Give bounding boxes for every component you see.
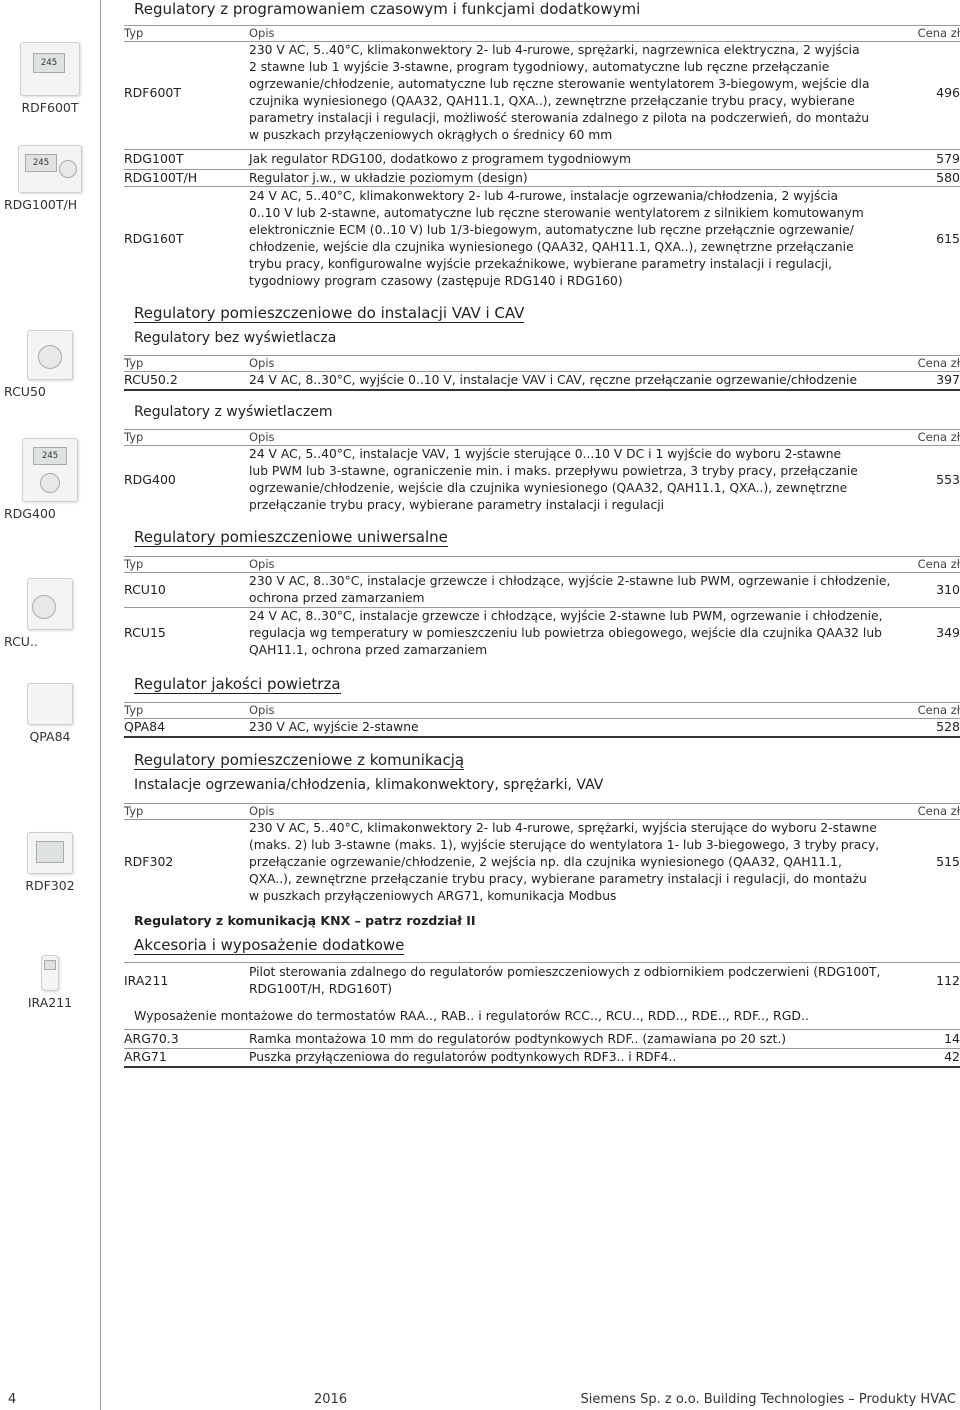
lcd-display: 245 <box>33 447 67 465</box>
table-row <box>124 188 960 290</box>
product-description: Ramka montażowa 10 mm do regulatorów podtynkowych RDF.. (zamawiana po 20 szt.) <box>249 1032 787 1046</box>
table-row <box>124 820 960 905</box>
table-row <box>124 446 960 514</box>
product-price: 349 <box>936 625 960 640</box>
product-price: 42 <box>944 1049 960 1064</box>
table-row <box>124 719 960 736</box>
table-row <box>124 170 960 187</box>
product-price: 553 <box>936 472 960 487</box>
table-header: Typ Opis Cena zł <box>124 356 960 370</box>
table-row <box>124 1049 960 1066</box>
product-thumb-rdg100th <box>0 145 100 212</box>
product-code: ARG70.3 <box>124 1031 179 1046</box>
product-thumb-ira211 <box>0 955 100 1010</box>
product-thumb-qpa84 <box>0 683 100 744</box>
product-thumb-rdg400 <box>0 438 100 521</box>
product-code: RDG160T <box>124 231 184 246</box>
product-description: Puszka przyłączeniowa do regulatorów podtynkowych RDF3.. i RDF4.. <box>249 1050 677 1064</box>
product-price: 580 <box>936 170 960 185</box>
product-code: ARG71 <box>124 1049 167 1064</box>
table-row <box>124 573 960 607</box>
subsection-title: Regulatory z wyświetlaczem <box>134 404 333 420</box>
thumb-label: QPA84 <box>29 729 71 744</box>
lcd-display: 245 <box>33 53 65 73</box>
product-description: 230 V AC, wyjście 2-stawne <box>249 720 419 734</box>
product-thumb-rdf302 <box>0 832 100 893</box>
section-title: Regulatory pomieszczeniowe z komunikacją <box>134 751 465 769</box>
product-thumb-rcu50 <box>0 330 100 399</box>
section-title: Regulator jakości powietrza <box>134 675 341 693</box>
product-image <box>27 683 73 725</box>
product-code: RDG400 <box>124 472 176 487</box>
knob <box>32 595 56 619</box>
product-code: RCU10 <box>124 582 166 597</box>
product-description: 24 V AC, 5..40°C, klimakonwektory 2- lub 4-rurowe, instalacje ogrzewania/chłodzenia, 2 wyjścia 0..10 V lub 2-stawne, automatyczne lub ręczne sterowanie wentylatorem z silnikiem komutowanym elektronicznie ECM (0..10 V) lub 1/3-biegowym, automatyczne lub ręczne przełącznie ogrzewanie/ chłodzenie, wejście dla czujnika wyniesionego (QAA32, QAH11.1, QXA..), zewnętrzne przełączanie trybu pracy, konfigurowalne wyjście przekaźnikowe, wybierane parametry instalacji i regulacji, tygodniowy program czasowy (zastępuje RDG140 i RDG160) <box>249 189 864 288</box>
product-code: RCU15 <box>124 625 166 640</box>
knob <box>40 473 60 493</box>
thumb-label: RDG400 <box>4 506 56 521</box>
product-image <box>27 832 73 874</box>
table-header: Typ Opis Cena zł <box>124 804 960 818</box>
table-row <box>124 151 960 168</box>
table-header <box>124 25 960 42</box>
section-title: Regulatory z programowaniem czasowym i funkcjami dodatkowymi <box>134 0 641 18</box>
product-price: 397 <box>936 372 960 387</box>
thumb-label: IRA211 <box>27 995 73 1010</box>
header-opis: Opis <box>249 26 275 40</box>
product-image <box>22 438 78 502</box>
product-price: 112 <box>936 973 960 988</box>
product-code: RDF600T <box>124 85 181 100</box>
table-header: Typ Opis Cena zł <box>124 430 960 444</box>
lcd-display <box>44 960 56 970</box>
thumb-label: RDF302 <box>25 878 75 893</box>
header-typ: Typ <box>124 26 144 40</box>
product-price: 310 <box>936 582 960 597</box>
product-description: Jak regulator RDG100, dodatkowo z programem tygodniowym <box>249 152 632 166</box>
product-code: RCU50.2 <box>124 372 178 387</box>
product-image <box>20 42 80 96</box>
section-title: Akcesoria i wyposażenie dodatkowe <box>134 936 405 954</box>
product-code: IRA211 <box>124 973 169 988</box>
product-code: RDG100T/H <box>124 170 198 185</box>
lcd-display: 245 <box>25 154 57 172</box>
thumb-label: RDF600T <box>21 100 79 115</box>
product-image <box>41 955 59 991</box>
table-row <box>124 608 960 659</box>
product-price: 515 <box>936 854 960 869</box>
table-row <box>124 372 960 389</box>
product-description: 230 V AC, 8..30°C, instalacje grzewcze i chłodzące, wyjście 2-stawne lub PWM, ogrzewanie i chłodzenie, ochrona przed zamarzaniem <box>249 574 891 605</box>
product-price: 579 <box>936 151 960 166</box>
product-description: 24 V AC, 5..40°C, instalacje VAV, 1 wyjście sterujące 0...10 V DC i 1 wyjście do wyboru 2-stawne lub PWM lub 3-stawne, ograniczenie min. i maks. przepływu powietrza, 3 tryby pracy, przełączanie ogrzewanie/chłodzenie, wejście dla czujnika wyniesionego (QAA32, QAH11.1, QXA..), zewnętrzne przełączanie trybu pracy, wybierane parametry instalacji i regulacji <box>249 447 858 512</box>
product-thumb-rdf600t <box>0 42 100 115</box>
subsection-title: Instalacje ogrzewania/chłodzenia, klimakonwektory, sprężarki, VAV <box>134 777 604 793</box>
product-price: 528 <box>936 719 960 734</box>
product-image-sidebar <box>0 0 101 1410</box>
table-header: Typ Opis Cena zł <box>124 557 960 571</box>
product-code: RDG100T <box>124 151 184 166</box>
product-image <box>27 330 73 380</box>
table-row <box>124 964 960 998</box>
page-number: 4 <box>8 1392 17 1407</box>
product-code: QPA84 <box>124 719 166 734</box>
knob <box>59 160 77 178</box>
footer-year: 2016 <box>314 1392 348 1407</box>
product-image <box>18 145 82 193</box>
thumb-label: RCU50 <box>4 384 46 399</box>
product-image <box>27 578 73 630</box>
product-thumb-rcu <box>0 578 100 649</box>
knob <box>38 345 62 369</box>
product-description: Regulator j.w., w układzie poziomym (design) <box>249 171 528 185</box>
table-row <box>124 42 960 144</box>
thumb-label: RCU.. <box>4 634 38 649</box>
product-description: 230 V AC, 5..40°C, klimakonwektory 2- lub 4-rurowe, sprężarki, nagrzewnica elektryczna, 2 wyjścia 2 stawne lub 1 wyjście 3-stawne, program tygodniowy, automatyczne lub ręczne przełączanie ogrzewanie/chłodzenie, automatyczne lub ręczne sterowanie wentylatorem 3-biegowym, wejście dla czujnika wyniesionego (QAA32, QAH11.1, QXA..), zewnętrzne przełączanie trybu pracy, wybierane parametry instalacji i regulacji, możliwość sterowania zdalnego z pilota na podczerwień, do montażu w puszkach przyłączeniowych okrągłych o średnicy 60 mm <box>249 43 870 142</box>
table-row <box>124 1031 960 1048</box>
lcd-display <box>36 841 64 863</box>
knx-note: Regulatory z komunikacją KNX – patrz rozdział II <box>134 913 476 928</box>
product-price: 496 <box>936 85 960 100</box>
product-price: 615 <box>936 231 960 246</box>
product-description: 230 V AC, 5..40°C, klimakonwektory 2- lub 4-rurowe, sprężarki, wyjścia sterujące do wyboru 2-stawne (maks. 2) lub 3-stawne (maks. 1), wyjście sterujące do wentylatora 1- lub 3-biegowego, 3 tryby pracy, przełączanie ogrzewanie/chłodzenie, 2 wejścia np. dla czujnika wyniesionego (QAA32, QAH11.1, QXA..), zewnętrzne przełączanie trybu pracy, wybierane parametry instalacji i regulacji, do montażu w puszkach przyłączeniowych ARG71, komunikacja Modbus <box>249 821 880 903</box>
section-title: Regulatory pomieszczeniowe do instalacji VAV i CAV <box>134 304 525 322</box>
product-description: 24 V AC, 8..30°C, wyjście 0..10 V, instalacje VAV i CAV, ręczne przełączanie ogrzewanie/chłodzenie <box>249 373 858 387</box>
subsection-title: Regulatory bez wyświetlacza <box>134 330 337 346</box>
product-code: RDF302 <box>124 854 174 869</box>
table-header: Typ Opis Cena zł <box>124 703 960 717</box>
section-title: Regulatory pomieszczeniowe uniwersalne <box>134 528 448 546</box>
header-cena: Cena zł <box>917 26 960 40</box>
product-description: 24 V AC, 8..30°C, instalacje grzewcze i chłodzące, wyjście 2-stawne lub PWM, ogrzewanie i chłodzenie, regulacja wg temperatury w pomieszczeniu lub powietrza obiegowego, wejście dla czujnika QAA32 lub QAH11.1, ochrona przed zamarzaniem <box>249 609 883 657</box>
thumb-label: RDG100T/H <box>4 197 78 212</box>
product-description: Pilot sterowania zdalnego do regulatorów pomieszczeniowych z odbiornikiem podczerwieni (RDG100T, RDG100T/H, RDG160T) <box>249 965 881 996</box>
mounting-note: Wyposażenie montażowe do termostatów RAA.., RAB.. i regulatorów RCC.., RCU.., RDD.., RDE.., RDF.., RGD.. <box>134 1008 809 1023</box>
product-price: 14 <box>944 1031 960 1046</box>
footer-company: Siemens Sp. z o.o. Building Technologies – Produkty HVAC <box>580 1392 956 1407</box>
